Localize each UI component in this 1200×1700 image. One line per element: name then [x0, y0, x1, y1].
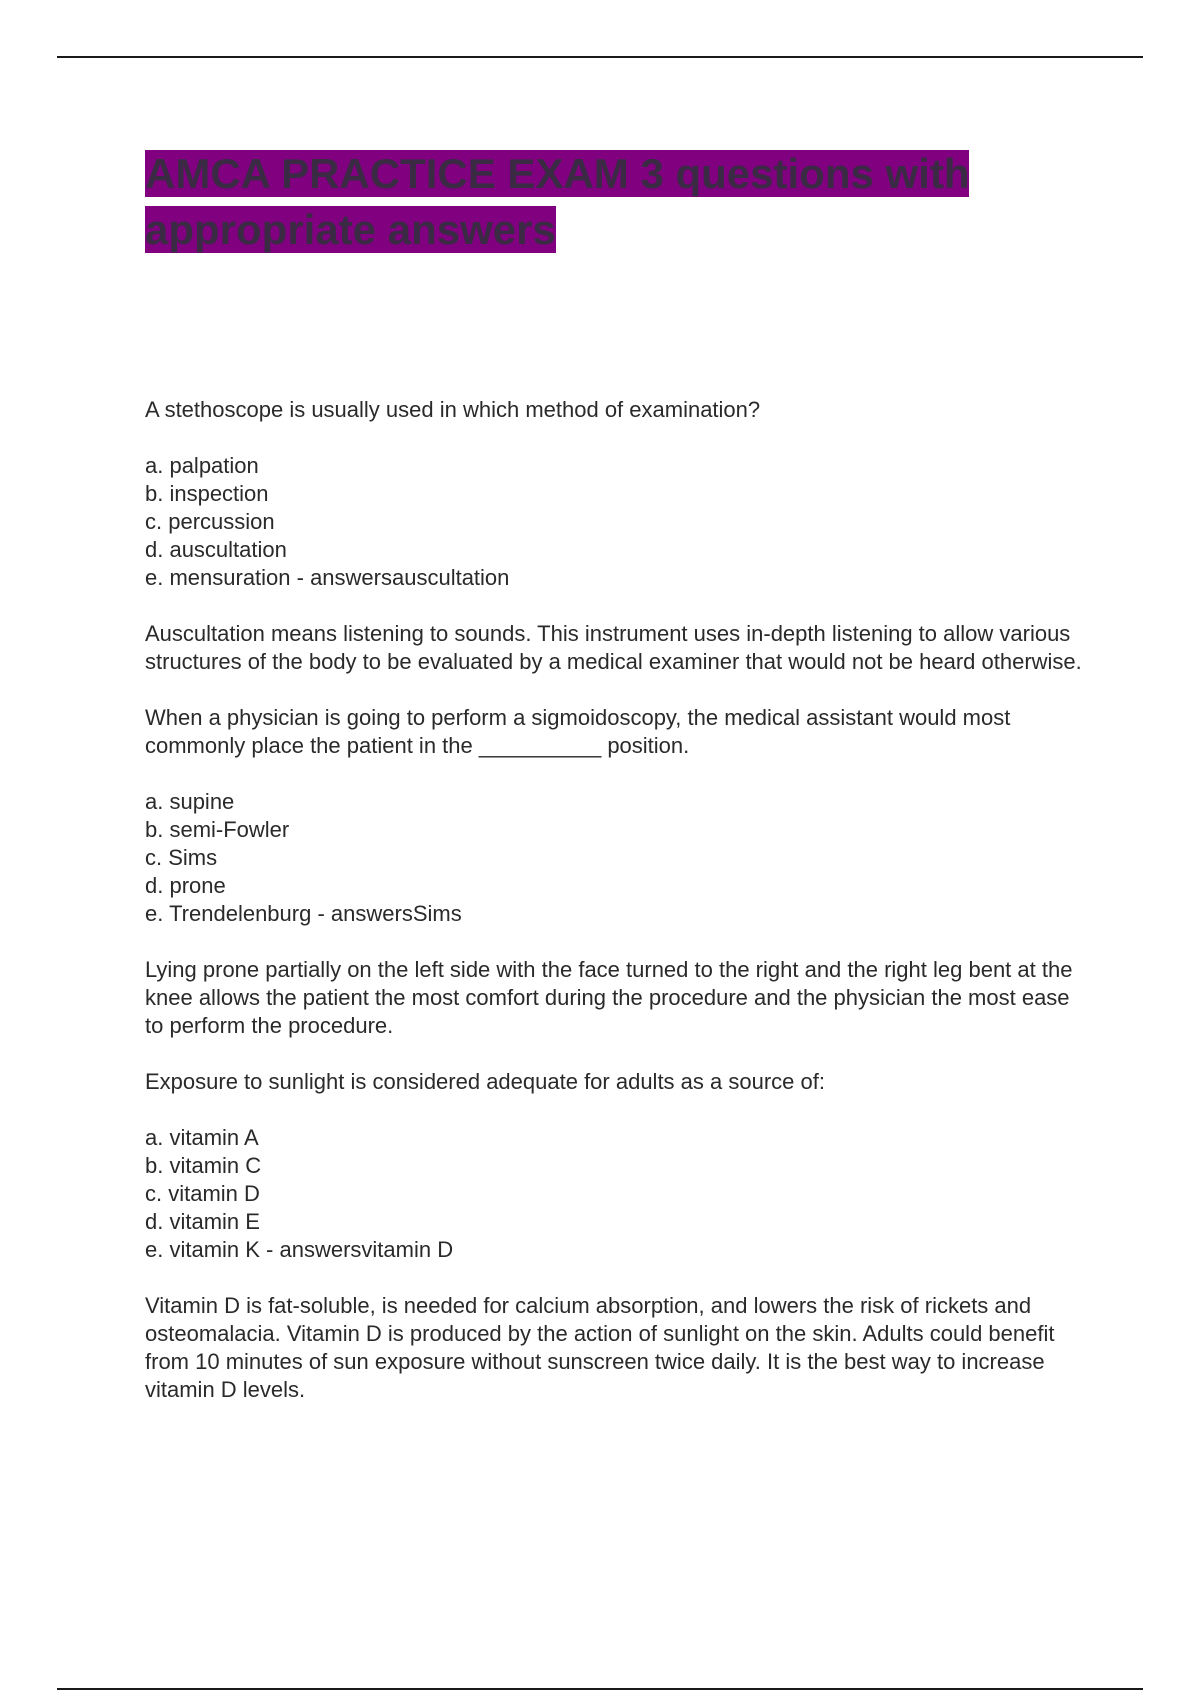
option-item: a. vitamin A: [145, 1125, 259, 1150]
option-item-answer: e. mensuration - answersauscultation: [145, 565, 510, 590]
options-list: [145, 1124, 1085, 1264]
question-text: When a physician is going to perform a sigmoidoscopy, the medical assistant would most commonly place the patient in the __________ position.: [145, 705, 1011, 758]
document-title: AMCA PRACTICE EXAM 3 questions with appropriate answers: [145, 150, 970, 253]
option-item: c. Sims: [145, 845, 218, 870]
option-item: d. auscultation: [145, 537, 287, 562]
question-block: [145, 1068, 1085, 1404]
option-item: b. semi-Fowler: [145, 817, 290, 842]
bottom-rule: [57, 1688, 1143, 1690]
option-item: d. vitamin E: [145, 1209, 260, 1234]
option-item: b. inspection: [145, 481, 269, 506]
option-item-answer: e. Trendelenburg - answersSims: [145, 901, 462, 926]
explanation-text: Auscultation means listening to sounds. This instrument uses in-depth listening to allow various structures of the body to be evaluated by a medical examiner that would not be heard otherwise.: [145, 621, 1082, 674]
options-list: [145, 788, 1085, 928]
question-text: A stethoscope is usually used in which method of examination?: [145, 397, 761, 422]
explanation-text: Vitamin D is fat-soluble, is needed for calcium absorption, and lowers the risk of rickets and osteomalacia. Vitamin D is produced by the action of sunlight on the skin. Adults could benefit from 10 minutes of sun exposure without sunscreen twice daily. It is the best way to increase vitamin D levels.: [145, 1293, 1055, 1402]
top-rule: [57, 56, 1143, 58]
option-item: b. vitamin C: [145, 1153, 262, 1178]
document-body: [145, 396, 1085, 1432]
options-list: [145, 452, 1085, 592]
option-item-answer: e. vitamin K - answersvitamin D: [145, 1237, 454, 1262]
question-block: [145, 396, 1085, 676]
option-item: c. vitamin D: [145, 1181, 260, 1206]
option-item: a. supine: [145, 789, 235, 814]
explanation-text: Lying prone partially on the left side with the face turned to the right and the right leg bent at the knee allows the patient the most comfort during the procedure and the physician the most ease to perform the procedure.: [145, 957, 1073, 1038]
question-text: Exposure to sunlight is considered adequate for adults as a source of:: [145, 1069, 825, 1094]
question-block: [145, 704, 1085, 1040]
option-item: a. palpation: [145, 453, 259, 478]
option-item: c. percussion: [145, 509, 275, 534]
option-item: d. prone: [145, 873, 226, 898]
